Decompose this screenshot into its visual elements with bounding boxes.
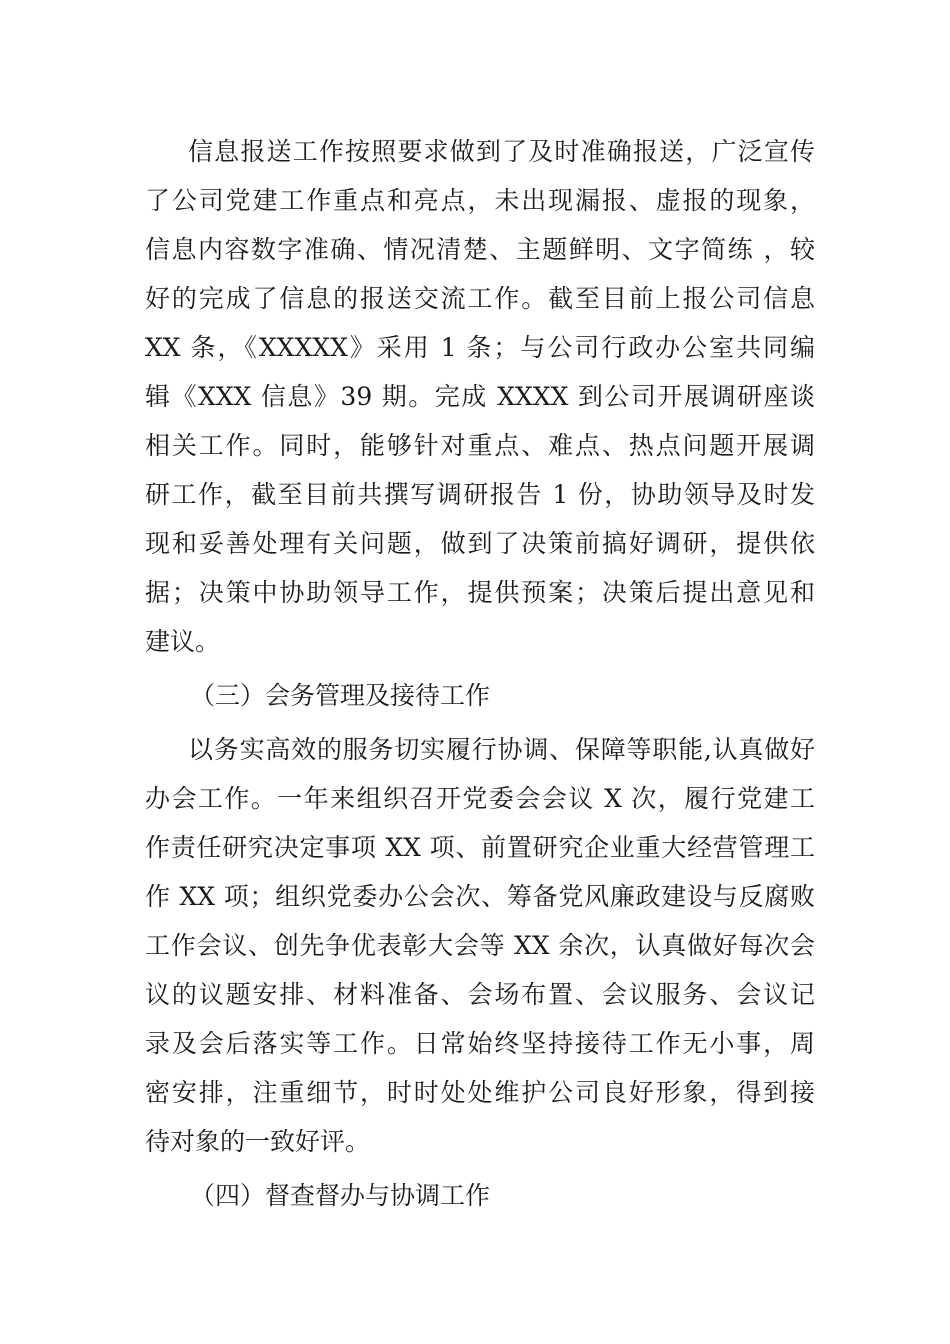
paragraph-2-line-2: 办会工作。一年来组织召开党委会会议 X 次，履行党建工 <box>145 784 815 813</box>
paragraph-1-line-3: 信息内容数字准确、情况清楚、主题鲜明、文字简练 ，较 <box>145 235 815 264</box>
paragraph-2-line-8: 密安排，注重细节，时时处处维护公司良好形象，得到接 <box>145 1078 815 1107</box>
paragraph-1-line-2: 了公司党建工作重点和亮点，未出现漏报、虚报的现象， <box>145 186 815 215</box>
paragraph-2-line-4: 作 XX 项；组织党委办公会次、筹备党风廉政建设与反腐败 <box>145 882 815 911</box>
paragraph-1-line-10: 据；决策中协助领导工作，提供预案；决策后提出意见和 <box>145 578 815 607</box>
section-heading-4: （四）督查督办与协调工作 <box>190 1181 491 1210</box>
paragraph-1-line-7: 相关工作。同时，能够针对重点、难点、热点问题开展调 <box>145 431 815 460</box>
paragraph-1-line-6: 辑《XXX 信息》39 期。完成 XXXX 到公司开展调研座谈 <box>145 382 815 411</box>
paragraph-2-line-3: 作责任研究决定事项 XX 项、前置研究企业重大经营管理工 <box>145 833 815 862</box>
paragraph-2-line-5: 工作会议、创先争优表彰大会等 XX 余次，认真做好每次会 <box>145 931 815 960</box>
paragraph-1-line-11: 建议。 <box>145 627 221 656</box>
paragraph-1-line-8: 研工作，截至目前共撰写调研报告 1 份，协助领导及时发 <box>145 480 815 509</box>
paragraph-2-line-7: 录及会后落实等工作。日常始终坚持接待工作无小事，周 <box>145 1029 815 1058</box>
paragraph-2-line-1: 以务实高效的服务切实履行协调、保障等职能,认真做好 <box>188 735 815 764</box>
paragraph-1-line-9: 现和妥善处理有关问题，做到了决策前搞好调研，提供依 <box>145 529 815 558</box>
section-heading-3: （三）会务管理及接待工作 <box>190 681 491 710</box>
paragraph-2-line-9: 待对象的一致好评。 <box>145 1127 371 1156</box>
paragraph-2-line-6: 议的议题安排、材料准备、会场布置、会议服务、会议记 <box>145 980 815 1009</box>
paragraph-1-line-5: XX 条，《XXXXX》采用 1 条；与公司行政办公室共同编 <box>145 333 815 362</box>
paragraph-1-line-4: 好的完成了信息的报送交流工作。截至目前上报公司信息 <box>145 284 815 313</box>
paragraph-1-line-1: 信息报送工作按照要求做到了及时准确报送，广泛宣传 <box>188 137 815 166</box>
